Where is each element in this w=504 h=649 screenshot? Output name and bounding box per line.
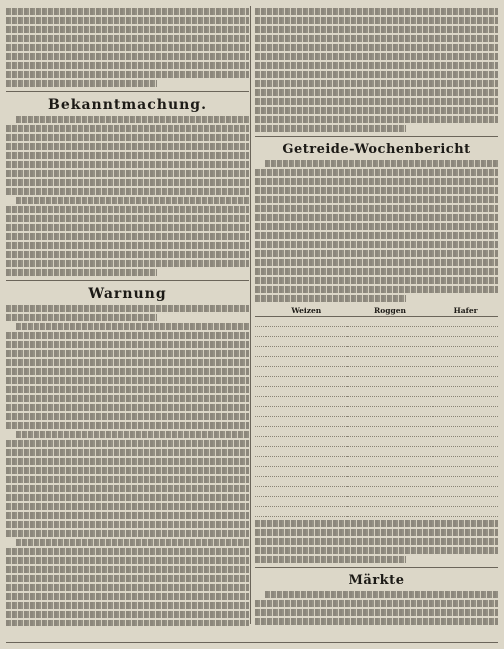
- table-row: [255, 507, 498, 517]
- text-block-report: [255, 160, 498, 302]
- price-cell: [433, 427, 498, 437]
- price-cell: [347, 497, 433, 507]
- table-row: [255, 377, 498, 387]
- column-header: Weizen: [266, 305, 347, 317]
- divider: [255, 567, 498, 568]
- text-block-after-table: [255, 520, 498, 563]
- price-cell: [347, 387, 433, 397]
- table-row: [255, 347, 498, 357]
- price-cell: [433, 337, 498, 347]
- city-cell: [255, 497, 266, 507]
- price-cell: [347, 397, 433, 407]
- table-row: [255, 497, 498, 507]
- table-header-row: [255, 305, 498, 317]
- divider: [255, 136, 498, 137]
- price-cell: [266, 387, 347, 397]
- markets-heading: Märkte: [348, 573, 405, 588]
- city-cell: [255, 367, 266, 377]
- divider: [6, 91, 249, 92]
- price-cell: [266, 457, 347, 467]
- column-header: Hafer: [433, 305, 498, 317]
- price-cell: [433, 397, 498, 407]
- price-cell: [433, 367, 498, 377]
- price-cell: [266, 407, 347, 417]
- bekanntmachung-heading: Bekanntmachung.: [48, 97, 207, 113]
- price-cell: [347, 377, 433, 387]
- report-heading: Getreide-Wochenbericht: [282, 142, 471, 157]
- city-cell: [255, 447, 266, 457]
- city-cell: [255, 427, 266, 437]
- city-cell: [255, 407, 266, 417]
- table-row: [255, 427, 498, 437]
- table-row: [255, 477, 498, 487]
- price-cell: [347, 507, 433, 517]
- price-cell: [433, 357, 498, 367]
- price-cell: [433, 457, 498, 467]
- city-cell: [255, 437, 266, 447]
- text-block-top: [255, 8, 498, 132]
- city-cell: [255, 357, 266, 367]
- table-row: [255, 447, 498, 457]
- table-row: [255, 357, 498, 367]
- table-row: [255, 397, 498, 407]
- city-cell: [255, 477, 266, 487]
- city-cell: [255, 337, 266, 347]
- city-cell: [255, 347, 266, 357]
- table-row: [255, 467, 498, 477]
- price-cell: [433, 417, 498, 427]
- price-cell: [266, 477, 347, 487]
- city-cell: [255, 387, 266, 397]
- price-cell: [347, 477, 433, 487]
- price-cell: [266, 317, 347, 327]
- table-body: [255, 317, 498, 517]
- price-cell: [347, 317, 433, 327]
- price-cell: [433, 447, 498, 457]
- city-cell: [255, 397, 266, 407]
- table-row: [255, 337, 498, 347]
- price-cell: [347, 347, 433, 357]
- price-cell: [266, 497, 347, 507]
- price-cell: [347, 417, 433, 427]
- price-cell: [347, 457, 433, 467]
- price-cell: [347, 437, 433, 447]
- price-cell: [433, 487, 498, 497]
- price-cell: [433, 377, 498, 387]
- price-cell: [433, 507, 498, 517]
- price-cell: [266, 417, 347, 427]
- city-cell: [255, 457, 266, 467]
- price-cell: [347, 447, 433, 457]
- price-cell: [266, 447, 347, 457]
- grain-price-table: [255, 305, 498, 517]
- price-cell: [347, 467, 433, 477]
- divider: [6, 280, 249, 281]
- city-cell: [255, 507, 266, 517]
- text-block-intro: [6, 8, 249, 87]
- price-cell: [347, 337, 433, 347]
- price-cell: [266, 467, 347, 477]
- text-block-markets: [255, 591, 498, 626]
- price-cell: [433, 437, 498, 447]
- city-cell: [255, 327, 266, 337]
- table-row: [255, 487, 498, 497]
- price-cell: [266, 377, 347, 387]
- price-cell: [266, 487, 347, 497]
- price-cell: [433, 317, 498, 327]
- warnung-heading: Warnung: [88, 286, 167, 302]
- price-cell: [266, 337, 347, 347]
- price-cell: [433, 477, 498, 487]
- city-cell: [255, 377, 266, 387]
- price-cell: [266, 347, 347, 357]
- column-header: [255, 305, 266, 317]
- table-row: [255, 457, 498, 467]
- price-cell: [433, 387, 498, 397]
- text-block-bekanntmachung: [6, 116, 249, 276]
- left-column: [6, 6, 249, 626]
- table-row: [255, 417, 498, 427]
- table-row: [255, 407, 498, 417]
- right-column: [255, 6, 498, 626]
- price-cell: [266, 397, 347, 407]
- price-cell: [266, 437, 347, 447]
- table-row: [255, 317, 498, 327]
- price-cell: [266, 327, 347, 337]
- price-cell: [347, 327, 433, 337]
- price-cell: [433, 327, 498, 337]
- price-cell: [266, 507, 347, 517]
- table-row: [255, 387, 498, 397]
- price-cell: [347, 487, 433, 497]
- table-row: [255, 367, 498, 377]
- price-cell: [433, 467, 498, 477]
- text-block-warnung: [6, 305, 249, 626]
- table-row: [255, 437, 498, 447]
- price-cell: [433, 497, 498, 507]
- price-cell: [347, 427, 433, 437]
- column-header: Roggen: [347, 305, 433, 317]
- price-cell: [266, 357, 347, 367]
- price-cell: [266, 427, 347, 437]
- city-cell: [255, 317, 266, 327]
- price-cell: [433, 347, 498, 357]
- price-cell: [347, 357, 433, 367]
- table-row: [255, 327, 498, 337]
- price-cell: [266, 367, 347, 377]
- city-cell: [255, 487, 266, 497]
- price-cell: [347, 367, 433, 377]
- price-cell: [347, 407, 433, 417]
- city-cell: [255, 467, 266, 477]
- column-rule: [250, 6, 251, 624]
- price-cell: [433, 407, 498, 417]
- footer: [6, 642, 498, 645]
- city-cell: [255, 417, 266, 427]
